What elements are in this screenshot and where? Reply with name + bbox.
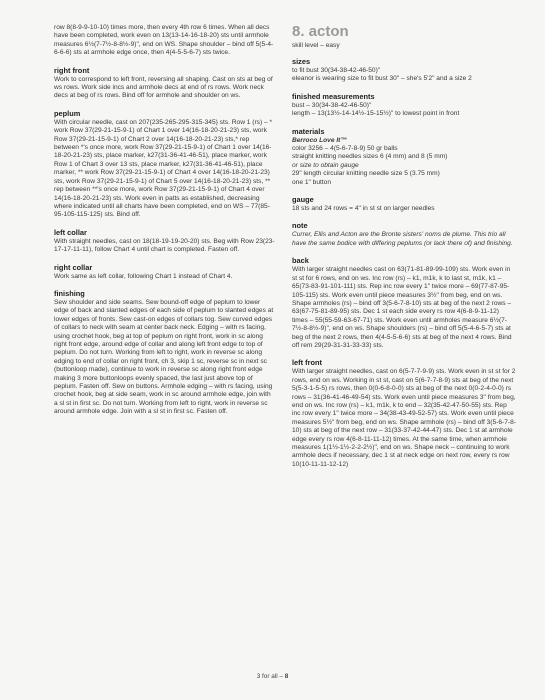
page-number: 8 [284, 673, 289, 680]
materials-line-3: or size to obtain gauge [292, 161, 359, 169]
gauge-text: 18 sts and 24 rows = 4" in st st on larger needles [292, 205, 435, 213]
sizes-line-2: eleanor is wearing size to fit bust 30" – she's 5'2" and a size 2 [292, 75, 472, 83]
back-text: With larger straight needles cast on 63(71-81-89-99-109) sts. Work even in st st for 6 rows, end on ws. Inc row (rs) – k1, m1k, k to last st, m1k, k1 – 65(73-83-91-101-111) sts. Rep inc row every 1" twice more – 69(77-87-95-105-115) sts. Work even until piece measures 3½" from beg, end on ws. Shape armholes (rs) – bind off 3(5-6-7-8-10) sts at beg of the next 2 rows – 63(67-75-81-89-95) sts. Dec 1 st each side every rs row 4(6-8-9-11-12) times – 55(55-59-63-67-71) sts. Work even until armholes measure 6½(7-7½-8-8½-9)", end on ws. Shape shoulders (rs) – bind off 5(5-4-6-5-7) sts at beg of the next 2 rows, then 4(4-5-5-6-6) sts at beg of the next 4 rows. Bind off rem 29(29-31-31-33-33) sts. [292, 266, 512, 349]
left-collar-heading: left collar [54, 227, 87, 237]
right-front-text: Work to correspond to left front, reversing all shaping. Cast on sts at beg of ws rows. Work side incs and armhole decs at end of rs rows. Work neck decs at beg of rs rows. Bind off for armhole and shoulder on ws. [54, 75, 273, 100]
pattern-title: 8. acton [292, 23, 349, 40]
materials-line-4: 29" length circular knitting needle size 5 (3.75 mm) [292, 170, 440, 178]
right-column [292, 24, 516, 469]
peplum-heading: peplum [54, 108, 81, 118]
right-collar-text: Work same as left collar, following Chart 1 instead of Chart 4. [54, 272, 233, 280]
left-collar-text: With straight needles, cast on 18(18-19-19-20-20) sts. Beg with Row 23(23-17-17-11-11), follow Chart 4 until chart is completed. Fasten off. [54, 237, 275, 254]
finishing-text: Sew shoulder and side seams. Sew bound-off edge of peplum to lower edge of back and slanted edges of each side of peplum to slanted edges at lower edges of fronts. Sew cast-on edges of collars tog. Sew curved edges of collars to neck with seam at center back neck. Edging – with rs facing, using crochet hook, beg at top of peplum on right front, work in sc along right front edge, around edge of collar and along left front edge to top of peplum. Do not turn. Working from left to right, work in reverse sc along edging to end of collar on right front, ch 3, skip 1 sc, reverse sc in next sc (buttonloop made), continue to work in reverse sc along right front edge making 3 more buttonloops evenly spaced, the last just above top of peplum. Fasten off. Sew on buttons. Armhole edging – with rs facing, using crochet hook, beg at side seam, work in sc around armhole edge, join with a sl st in first sc. Do not turn. Working from left to right, work in reverse sc around armhole edge. Join with a sl st in first sc. Fasten off. [54, 298, 274, 416]
finishing-heading: finishing [54, 288, 85, 298]
page-footer [0, 673, 545, 680]
gauge-heading: gauge [292, 195, 314, 205]
right-front-heading: right front [54, 65, 90, 75]
back-heading: back [292, 256, 309, 266]
skill-level: skill level – easy [292, 42, 340, 49]
materials-line-2: straight knitting needles sizes 6 (4 mm) and 8 (5 mm) [292, 153, 448, 161]
finished-line-2: length – 13(13½-14-14½-15-15½)" to lowest point in front [292, 110, 460, 118]
sizes-heading: sizes [292, 57, 311, 66]
materials-yarn: Berroco Love It™ [292, 136, 347, 144]
materials-heading: materials [292, 126, 325, 136]
footer-text: 3 for all – [256, 673, 285, 680]
note-text: Currer, Ellis and Acton are the Bronte sisters' noms de plume. This trio all have the same bodice with differing peplums (or lack there of) and finishing. [292, 231, 513, 247]
right-collar-heading: right collar [54, 262, 93, 272]
finished-measurements-heading: finished measurements [292, 91, 375, 101]
finished-line-1: bust – 30(34-38-42-46-50)" [292, 101, 372, 109]
peplum-text: With circular needle, cast on 207(235-265-295-315-345) sts. Row 1 (rs) – * work Row 37(29-21-15-9-1) of Chart 1 over 14(16-18-20-21-23) sts, work Row 37(29-21-15-9-1) of Chart 2 over 14(16-18-20-21-23) sts,* rep between *'s once more, work Row 37(29-21-15-9-1) of Chart 1 over 14(16-18-20-21-23) sts, place marker, k27(31-36-41-46-51), place marker, work Row 1 of Chart 3 over 13 sts, place marker, k27(31-36-41-46-51), place marker, ** work Row 37(29-21-15-9-1) of Chart 4 over 14(16-18-20-21-23) sts, work Row 37(29-21-15-9-1) of Chart 5 over 14(16-18-20-21-23) sts, ** rep between **'s once more, work Row 37(29-21-15-9-1) of Chart 4 over 14(16-18-20-21-23) sts. Work even in patts as established, decreasing where indicated until all charts have been completed, end on WS – 77(85-95-105-115-125) sts. Bind off. [54, 118, 273, 219]
left-front-heading: left front [292, 358, 322, 368]
materials-line-5: one 1" button [292, 178, 332, 186]
left-column [54, 24, 276, 417]
left-front-text: With larger straight needles, cast on 6(5-7-7-9-9) sts. Work even in st st for 2 rows, end on ws. Working in st st, cast on 5(6-7-7-8-9) sts at beg of the next 5(5-3-1-5-5) rs rows, then 0(0-6-8-0-0) sts at beg of the next 0(0-2-4-0-0) rs rows – 31(36-41-46-49-54) sts. Work even until piece measures 3" from beg, end on ws. Inc row (rs) – k1, m1k, k to end – 32(35-42-47-50-55) sts. Rep inc row every 1" twice more – 34(38-43-49-52-57) sts. Work even until piece measures 5½" from beg, end on ws. Shape armhole (rs) – bind off 3(5-6-7-8-10) sts at beg of the next row – 31(33-37-42-44-47) sts. Dec 1 st at armhole edge every rs row 4(6-8-11-11-12) times. At the same time, when armhole measures 1(1½-1½-2-2-2½)", end on ws. Shape neck – continuing to work armhole decs if necessary, dec 1 st at neck edge on next row, every rs row 10(10-11-11-12-12) [292, 368, 516, 468]
sizes-line-1: to fit bust 30(34-38-42-46-50)" [292, 67, 381, 74]
materials-line-1: color 3256 – 4(5-6-7-8-9) 50 gr balls [292, 145, 398, 153]
left-front-continued: row 8(8-9-9-10-10) times more, then every 4th row 6 times. When all decs have been completed, work even on 13(13-14-16-18-20) sts until armhole measures 6½(7-7½-8-8½-9)", end on WS. Shape shoulder – bind off 5(5-4-6-6-6) sts at armhole edge once, then 4(4-5-5-6-7) sts twice. [54, 24, 274, 57]
note-heading: note [292, 221, 308, 231]
